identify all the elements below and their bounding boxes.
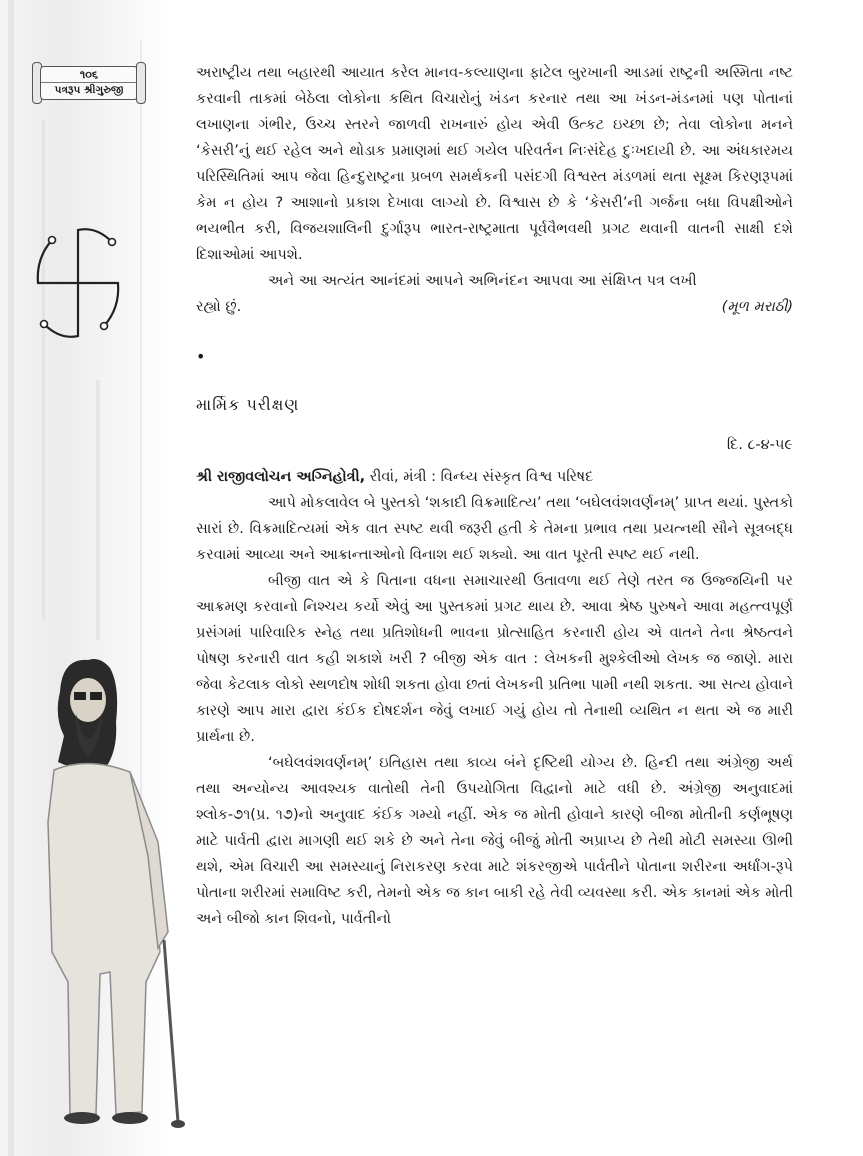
addressee-details: રીવાં, મંત્રી : વિન્ધ્ય સંસ્કૃત વિશ્વ પરિષદ	[365, 469, 594, 485]
paragraph-2: અને આ અત્યંત આનંદમાં આપને અભિનંદન આપવા આ સંક્ષિપ્ત પત્ર લખી	[268, 273, 697, 289]
running-title: પત્રરૂપ શ્રીગુરુજી	[41, 82, 137, 98]
page-number: ૧૦૬	[79, 68, 99, 81]
paragraph-5: ‘બઘેલવંશવર્ણનમ્’ ઇતિહાસ તથા કાવ્ય બંને દૃષ્ટિથી યોગ્ય છે. હિન્દી તથા અંગ્રેજી અર્થ તથા અન્યોન્ય આવશ્યક વાતોથી તેની ઉપયોગિતા વિદ્વાનો માટે વધી છે. અંગ્રેજી અનુવાદમાં શ્લોક-૭૧(પ્ર. ૧૭)નો અનુવાદ કંઈક ગમ્યો નહીં. એક જ મોતી હોવાને કારણે બીજા મોતીની કર્ણભૂષણ માટે પાર્વતી દ્વારા માગણી થઈ શકે છે અને તેના જેવું બીજું મોતી અપ્રાપ્ય છે તેથી મોટી સમસ્યા ઊભી થશે, એમ વિચારી આ સમસ્યાનું નિરાકરણ કરવા માટે શંકરજીએ પાર્વતીને પોતાના શરીરના અર્ધાંગ-રૂપે પોતાના શરીરમાં સમાવિષ્ટ કરી, તેમનો એક જ કાન બાકી રહે તેવી વ્યવસ્થા કરી. એક કાનમાં એક મોતી અને બીજો કાન શિવનો, પાર્વતીનો	[196, 755, 793, 927]
paragraph-1: અરાષ્ટ્રીય તથા બહારથી આયાત કરેલ માનવ-કલ્યાણના ફાટેલ બુરખાની આડમાં રાષ્ટ્રની અસ્મિતા નષ્ટ કરવાની તાકમાં બેઠેલા લોકોના કથિત વિચારોનું ખંડન કરનાર તથા આ ખંડન-મંડનમાં પણ પોતાનાં લખાણના ગંભીર, ઉચ્ચ સ્તરને જાળવી રાખનારું હોય એવી ઉત્કટ ઇચ્છા છે; તેવા લોકોના મનને ‘કેસરી’નું થઈ રહેલ અને થોડાક પ્રમાણમાં થઈ ગયેલ પરિવર્તન નિઃસંદેહ દુઃખદાયી છે. આ અંધકારમય પરિસ્થિતિમાં આપ જેવા હિન્દુરાષ્ટ્રના પ્રબળ સમર્થકની પસંદગી વિશ્વસ્ત મંડળમાં થતા સૂક્ષ્મ કિરણરૂપમાં કેમ ન હોય ? આશાનો પ્રકાશ દેખાવા લાગ્યો છે. વિશ્વાસ છે કે ‘કેસરી’ની ગર્જના બધા વિપક્ષીઓને ભયભીત કરી, વિજયશાલિની દુર્ગારૂપ ભારત-રાષ્ટ્રમાતા પૂર્વવૈભવથી પ્રગટ થવાની વાતની સાક્ષી દશે દિશાઓમાં આપશે.	[196, 65, 793, 263]
section-heading: માર્મિક પરીક્ષણ	[196, 395, 300, 414]
page-header-scroll	[30, 62, 148, 102]
addressee-name: શ્રી રાજીવલોચન અગ્નિહોત્રી,	[196, 469, 366, 485]
paragraph-3: આપે મોકલાવેલ બે પુસ્તકો ‘શકાદી વિક્રમાદિત્ય’ તથા ‘બઘેલવંશવર્ણનમ્’ પ્રાપ્ત થયાં. પુસ્તકો સારાં છે. વિક્રમાદિત્યમાં એક વાત સ્પષ્ટ થવી જરૂરી હતી કે તેમના પ્રભાવ તથા પ્રયત્નથી સૌને સૂત્રબદ્ધ કરવામાં આવ્યા અને આક્રાન્તાઓનો વિનાશ થઈ શક્યો. આ વાત પૂરતી સ્પષ્ટ થઈ નથી.	[196, 495, 793, 563]
section-separator: •	[196, 347, 206, 366]
paragraph-4: બીજી વાત એ કે પિતાના વધના સમાચારથી ઉતાવળા થઈ તેણે તરત જ ઉજ્જયિની પર આક્રમણ કરવાનો નિશ્ચય કર્યો એવું આ પુસ્તકમાં પ્રગટ થાય છે. આવા શ્રેષ્ઠ પુરુષને આવા મહત્ત્વપૂર્ણ પ્રસંગમાં પારિવારિક સ્નેહ તથા પ્રતિશોધની ભાવના પ્રોત્સાહિત કરનારી હોય એ વાતને તેના શ્રેષ્ઠત્વને પોષણ કરનારી વાત કહી શકાશે ખરી ? બીજી એક વાત : લેખકની મુશ્કેલીઓ લેખક જ જાણે. મારા જેવા કેટલાક લોકો સ્થળદોષ શોધી શકતા હોવા છતાં લેખકની પ્રતિભા પામી નથી શકતા. આ સત્ય હોવાને કારણે આપ મારા દ્વારા કંઈક દોષદર્શન જેવું લખાઈ ગયું હોય તો તેનાથી વ્યથિત ન થતા એ જ મારી પ્રાર્થના છે.	[196, 573, 793, 745]
letter-date: દિ. ૮-૪-૫૯	[726, 437, 793, 453]
scroll-roll-right	[136, 62, 146, 104]
source-note: (મૂળ મરાઠી)	[721, 299, 793, 315]
closing-row	[196, 294, 793, 320]
letter-text	[196, 60, 793, 932]
paragraph-2-end: રહ્યો છું.	[196, 299, 242, 315]
addressee-line	[196, 464, 793, 490]
portrait-figure	[18, 652, 193, 1132]
swastika-ornament	[30, 208, 126, 358]
scroll-banner	[40, 66, 138, 100]
